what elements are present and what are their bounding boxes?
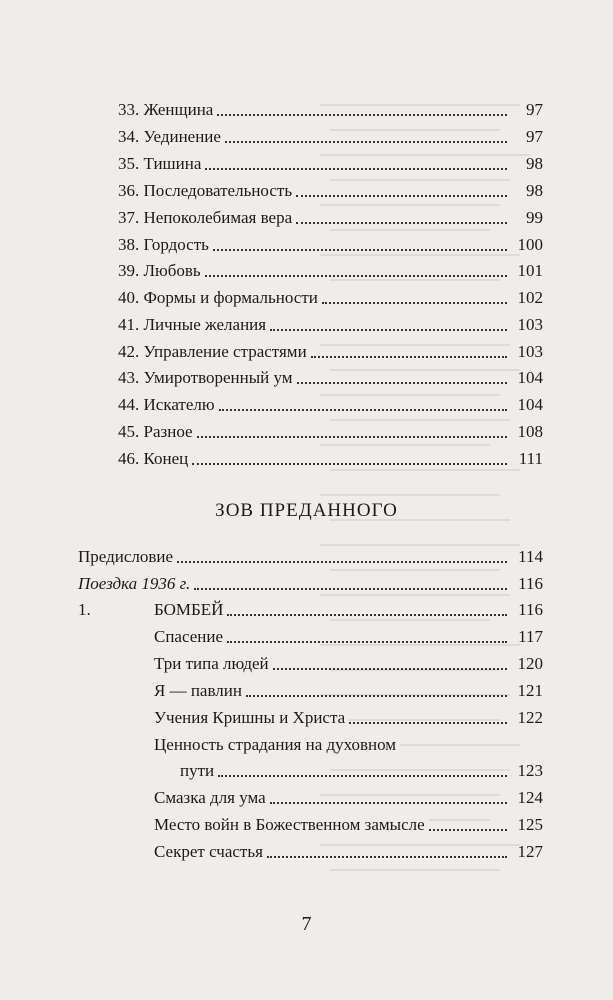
toc-entry-lubricant[interactable] (154, 782, 543, 808)
toc-entry-preface[interactable] (78, 541, 543, 567)
toc-entry-label: Учения Кришны и Христа (154, 708, 349, 728)
toc-entry-label: 35. Тишина (118, 154, 205, 174)
toc-entry-page: 125 (517, 815, 543, 834)
toc-entry-34[interactable] (118, 121, 543, 147)
chapter-title: БОМБЕЙ (154, 600, 224, 619)
toc-entry-label: 44. Искателю (118, 395, 219, 415)
dot-leader (227, 641, 507, 643)
toc-entry-peacock[interactable] (154, 675, 543, 701)
toc-entry-page: 104 (517, 395, 543, 414)
toc-entry-label: Место войн в Божественном замысле (154, 815, 429, 835)
toc-entry-page: 98 (526, 181, 543, 200)
toc-entry-page: 101 (517, 261, 543, 280)
toc-entry-page: 102 (517, 288, 543, 307)
toc-entry-label: 43. Умиротворенный ум (118, 368, 297, 388)
toc-entry-33[interactable] (118, 94, 543, 120)
toc-entry-41[interactable] (118, 309, 543, 335)
toc-entry-page: 98 (526, 154, 543, 173)
section-title: ЗОВ ПРЕДАННОГО (215, 500, 398, 521)
chapter-number: 1. (78, 600, 91, 619)
toc-entry-35[interactable] (118, 148, 543, 174)
toc-entry-wars[interactable] (154, 809, 543, 835)
toc-entry-label: 38. Гордость (118, 235, 213, 255)
toc-entry-label: 46. Конец (118, 449, 192, 469)
dot-leader (270, 329, 507, 331)
toc-entry-page: 103 (517, 342, 543, 361)
dot-leader (296, 222, 507, 224)
dot-leader (205, 275, 507, 277)
toc-entry-bombay[interactable] (78, 594, 543, 620)
toc-entry-42[interactable] (118, 336, 543, 362)
dot-leader (273, 668, 507, 670)
toc-entry-page: 99 (526, 208, 543, 227)
dot-leader (270, 802, 507, 804)
toc-entry-three-types[interactable] (154, 648, 543, 674)
dot-leader (217, 114, 507, 116)
toc-entry-page: 123 (517, 761, 543, 780)
toc-entry-suffering-line2[interactable] (154, 755, 543, 781)
dot-leader (267, 856, 507, 858)
toc-entry-page: 127 (517, 842, 543, 861)
toc-entry-40[interactable] (118, 282, 543, 308)
toc-entry-page: 114 (518, 547, 543, 566)
toc-entry-page: 111 (518, 449, 543, 468)
dot-leader (192, 463, 507, 465)
dot-leader (349, 722, 507, 724)
toc-entry-43[interactable] (118, 362, 543, 388)
dot-leader (177, 561, 507, 563)
toc-entry-45[interactable] (118, 416, 543, 442)
toc-entry-page: 122 (517, 708, 543, 727)
dot-leader (205, 168, 507, 170)
dot-leader (322, 302, 507, 304)
toc-entry-label: 39. Любовь (118, 261, 205, 281)
toc-entry-label: 42. Управление страстями (118, 342, 311, 362)
toc-entry-label: Смазка для ума (154, 788, 270, 808)
toc-entry-label: Спасение (154, 627, 227, 647)
toc-entry-label: Предисловие (78, 547, 177, 567)
toc-entry-page: 116 (518, 574, 543, 593)
toc-entry-salvation[interactable] (154, 621, 543, 647)
toc-entry-page: 116 (518, 600, 543, 619)
toc-entry-suffering-line1[interactable] (154, 729, 543, 755)
dot-leader (246, 695, 507, 697)
toc-entry-label: Поездка 1936 г. (78, 574, 194, 594)
toc-entry-trip-1936[interactable] (78, 568, 543, 594)
toc-entry-label: 34. Уединение (118, 127, 225, 147)
toc-entry-label: Ценность страдания на духовном (154, 735, 400, 755)
page-number: 7 (301, 913, 312, 935)
dot-leader (296, 195, 507, 197)
toc-entry-page: 124 (517, 788, 543, 807)
toc-entry-krishna-christ[interactable] (154, 702, 543, 728)
dot-leader (219, 409, 507, 411)
toc-entry-page: 104 (517, 368, 543, 387)
toc-entry-page: 100 (517, 235, 543, 254)
toc-entry-label: 33. Женщина (118, 100, 217, 120)
toc-entry-label: 41. Личные желания (118, 315, 270, 335)
toc-entry-36[interactable] (118, 175, 543, 201)
toc-entry-38[interactable] (118, 229, 543, 255)
toc-entry-label (78, 600, 227, 620)
dot-leader (218, 775, 507, 777)
toc-entry-46[interactable] (118, 443, 543, 469)
dot-leader (429, 829, 507, 831)
toc-entry-page: 97 (526, 100, 543, 119)
dot-leader (311, 356, 507, 358)
toc-entry-label: Секрет счастья (154, 842, 267, 862)
dot-leader (213, 249, 507, 251)
toc-entry-page: 121 (517, 681, 543, 700)
toc-entry-page: 117 (518, 627, 543, 646)
toc-entry-label: 36. Последовательность (118, 181, 296, 201)
toc-entry-label: 37. Непоколебимая вера (118, 208, 296, 228)
dot-leader (297, 382, 507, 384)
toc-entry-page: 108 (517, 422, 543, 441)
toc-entry-label: 45. Разное (118, 422, 197, 442)
toc-entry-page: 120 (517, 654, 543, 673)
dot-leader (194, 588, 507, 590)
toc-entry-label: Я — павлин (154, 681, 246, 701)
toc-entry-44[interactable] (118, 389, 543, 415)
toc-entry-37[interactable] (118, 202, 543, 228)
toc-entry-label: Три типа людей (154, 654, 273, 674)
toc-entry-label: 40. Формы и формальности (118, 288, 322, 308)
toc-entry-label: пути (154, 761, 218, 781)
toc-entry-happiness[interactable] (154, 836, 543, 862)
dot-leader (225, 141, 507, 143)
dot-leader (197, 436, 507, 438)
dot-leader (227, 614, 507, 616)
toc-entry-page: 97 (526, 127, 543, 146)
toc-entry-39[interactable] (118, 255, 543, 281)
toc-entry-page: 103 (517, 315, 543, 334)
